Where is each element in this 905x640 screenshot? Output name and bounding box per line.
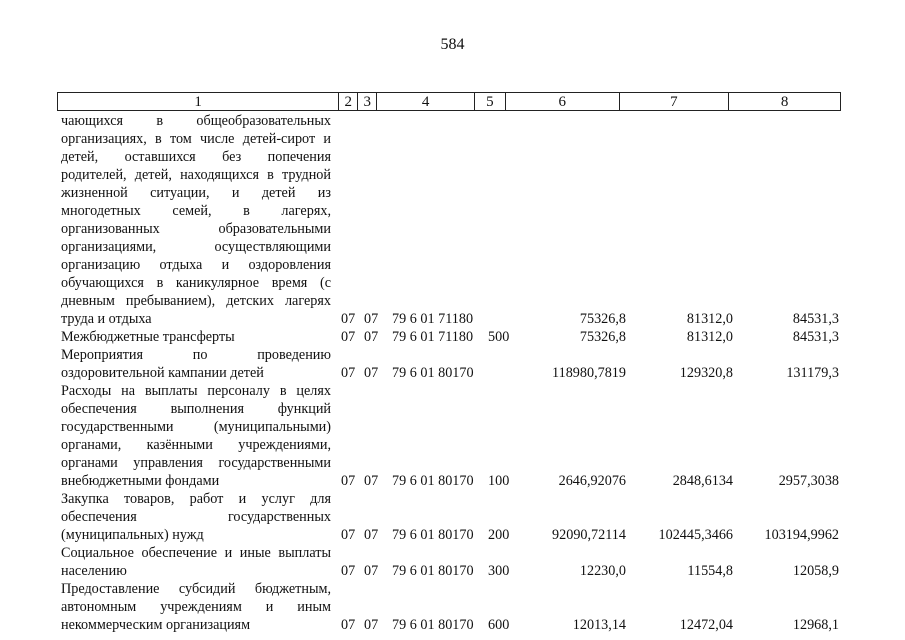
cell-razdel: 07 [341, 365, 356, 381]
header-cell-1: 1 [58, 93, 339, 110]
cell-vr: 600 [488, 617, 510, 633]
header-cell-5: 5 [475, 93, 506, 110]
header-cell-2: 2 [339, 93, 358, 110]
cell-csr: 79 6 01 80170 [392, 563, 474, 579]
cell-value-7: 81312,0 [686, 329, 733, 345]
cell-value-8: 103194,9962 [764, 527, 839, 543]
cell-podrazdel: 07 [364, 617, 379, 633]
header-cell-7: 7 [620, 93, 730, 110]
cell-value-7: 12472,04 [679, 617, 733, 633]
cell-value-7: 102445,3466 [658, 527, 733, 543]
table-row [0, 328, 905, 346]
cell-razdel: 07 [341, 617, 356, 633]
cell-csr: 79 6 01 80170 [392, 365, 474, 381]
cell-value-8: 84531,3 [792, 329, 839, 345]
cell-csr: 79 6 01 80170 [392, 617, 474, 633]
cell-csr: 79 6 01 71180 [392, 329, 474, 345]
table-row [0, 346, 905, 382]
row-description: Мероприятия по проведению оздоровительной кампании детей [61, 347, 331, 381]
cell-podrazdel: 07 [364, 365, 379, 381]
cell-value-8: 2957,3038 [778, 473, 839, 489]
table-row [0, 382, 905, 490]
cell-podrazdel: 07 [364, 563, 379, 579]
table-body [0, 112, 905, 634]
header-cell-6: 6 [506, 93, 620, 110]
cell-value-7: 129320,8 [679, 365, 733, 381]
cell-value-6: 12013,14 [572, 617, 626, 633]
table-header-row [57, 92, 841, 111]
cell-vr: 300 [488, 563, 510, 579]
cell-value-8: 12968,1 [792, 617, 839, 633]
cell-value-6: 12230,0 [579, 563, 626, 579]
row-description: чающихся в общеобразовательных организациях, в том числе детей-сирот и детей, оставшихся без попечения родителей, детей, находящихся в трудной жизненной ситуации, и детей из многодетных семей, в лагерях, организованных образовательными организациями, осуществляющими организацию отдыха и оздоровления обучающихся в каникулярное время (с дневным пребыванием), детских лагерях труда и отдыха [61, 113, 331, 327]
table-row [0, 544, 905, 580]
cell-razdel: 07 [341, 311, 356, 327]
header-cell-4: 4 [377, 93, 475, 110]
cell-podrazdel: 07 [364, 473, 379, 489]
row-description: Закупка товаров, работ и услуг для обеспечения государственных (муниципальных) нужд [61, 491, 331, 543]
cell-value-6: 118980,7819 [552, 365, 626, 381]
cell-vr: 200 [488, 527, 510, 543]
cell-podrazdel: 07 [364, 329, 379, 345]
cell-value-6: 75326,8 [579, 329, 626, 345]
cell-value-7: 81312,0 [686, 311, 733, 327]
table-row [0, 490, 905, 544]
cell-razdel: 07 [341, 563, 356, 579]
cell-vr: 500 [488, 329, 510, 345]
cell-csr: 79 6 01 80170 [392, 527, 474, 543]
row-description: Межбюджетные трансферты [61, 329, 235, 345]
header-cell-3: 3 [358, 93, 377, 110]
cell-podrazdel: 07 [364, 311, 379, 327]
header-cell-8: 8 [780, 94, 789, 110]
row-description: Расходы на выплаты персоналу в целях обеспечения выполнения функций государственными (муниципальными) органами, казёнными учреждениями, органами управления государственными внебюджетными фондами [61, 383, 331, 489]
cell-value-6: 2646,92076 [558, 473, 626, 489]
cell-podrazdel: 07 [364, 527, 379, 543]
cell-value-7: 11554,8 [687, 563, 733, 579]
cell-value-6: 92090,72114 [552, 527, 626, 543]
cell-csr: 79 6 01 80170 [392, 473, 474, 489]
table-row [0, 580, 905, 634]
cell-value-8: 84531,3 [792, 311, 839, 327]
cell-csr: 79 6 01 71180 [392, 311, 474, 327]
cell-vr: 100 [488, 473, 510, 489]
row-description: Предоставление субсидий бюджетным, автономным учреждениям и иным некоммерческим организациям [61, 581, 331, 633]
cell-razdel: 07 [341, 473, 356, 489]
cell-razdel: 07 [341, 527, 356, 543]
cell-value-8: 131179,3 [786, 365, 839, 381]
table-row [0, 112, 905, 328]
cell-value-7: 2848,6134 [672, 473, 733, 489]
cell-razdel: 07 [341, 329, 356, 345]
row-description: Социальное обеспечение и иные выплаты населению [61, 545, 331, 579]
page-number: 584 [440, 36, 465, 53]
cell-value-6: 75326,8 [579, 311, 626, 327]
cell-value-8: 12058,9 [792, 563, 839, 579]
